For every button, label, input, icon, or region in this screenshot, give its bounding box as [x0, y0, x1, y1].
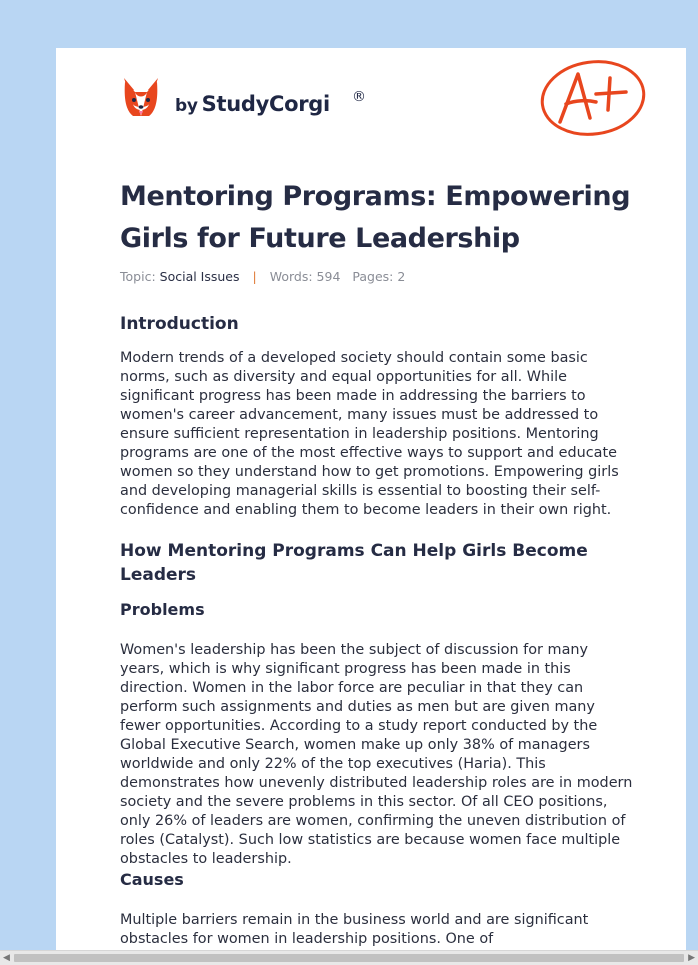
scroll-left-icon[interactable]: ◀ — [3, 953, 10, 963]
pages-label: Pages: — [352, 269, 394, 284]
introduction-heading: Introduction — [120, 314, 239, 334]
causes-paragraph: Multiple barriers remain in the business world and are significant obstacles for women in leadership positions. One of — [120, 912, 589, 947]
introduction-paragraph: Modern trends of a developed society should contain some basic norms, such as diversity and equal opportunities for all. While significant progress has been made in addressing the barriers to women's career advancement, many issues must be addressed to ensure sufficient representation in leadership positions. Mentoring programs are one of the most effective ways to support and educate women so they understand how to get promotions. Empowering girls and developing managerial skills is essential to boosting their self-confidence and enabling them to become leaders in their own right. — [120, 350, 619, 518]
words-count: 594 — [316, 269, 341, 284]
topic-label: Topic: — [120, 269, 156, 284]
scroll-right-icon[interactable]: ▶ — [688, 953, 695, 963]
how-mentoring-heading: How Mentoring Programs Can Help Girls Become Leaders — [120, 541, 588, 585]
a-plus-stamp-icon — [538, 58, 648, 140]
horizontal-scrollbar[interactable] — [0, 950, 698, 965]
problems-paragraph: Women's leadership has been the subject of discussion for many years, which is why significant progress has been made in this direction. Women in the labor force are peculiar in that they can perform such assignments and duties as men but are given many fewer opportunities. According to a study report conducted by the Global Executive Search, women make up only 38% of managers worldwide and only 22% of the top executives (Haria). This demonstrates how unevenly distributed leadership roles are in modern society and the severe problems in this sector. Of all CEO positions, only 26% of leaders are women, confirming the uneven distribution of roles (Catalyst). Such low statistics are because women face multiple obstacles to leadership. — [120, 642, 633, 867]
registered-mark: ® — [352, 89, 366, 105]
article-meta — [120, 269, 405, 284]
brand-by: by — [175, 96, 198, 116]
meta-separator: | — [252, 269, 257, 284]
scrollbar-thumb[interactable] — [14, 954, 684, 962]
causes-heading: Causes — [120, 870, 184, 889]
topic-link[interactable]: Social Issues — [159, 269, 240, 284]
document-page — [56, 48, 686, 952]
brand-name — [175, 92, 330, 116]
corgi-logo-icon — [121, 76, 161, 120]
page-title: Mentoring Programs: Empowering Girls for Future Leadership — [120, 181, 631, 254]
brand-studycorgi: StudyCorgi — [201, 92, 330, 116]
problems-heading: Problems — [120, 600, 205, 619]
pages-count: 2 — [397, 269, 406, 284]
words-label: Words: — [269, 269, 313, 284]
